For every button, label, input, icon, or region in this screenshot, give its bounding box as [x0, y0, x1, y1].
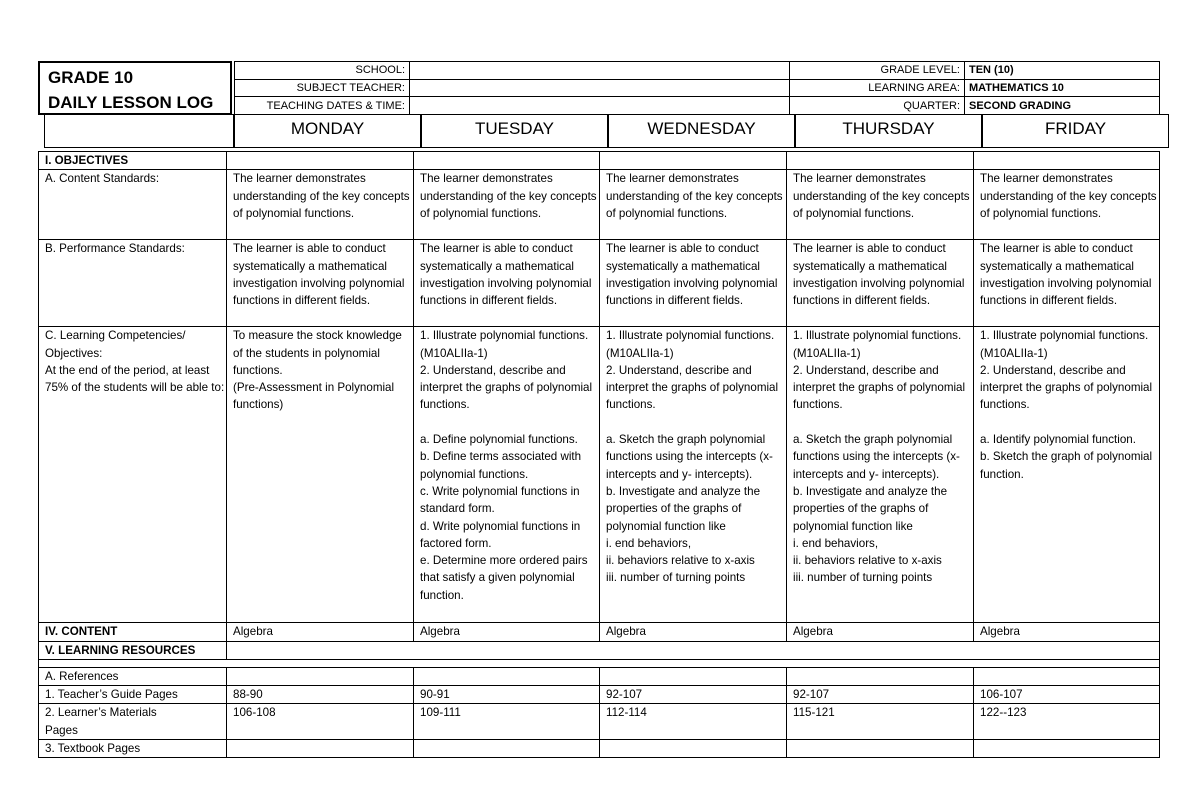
day-headers [44, 114, 1169, 148]
day-header-monday: MONDAY [234, 114, 421, 148]
references-label: A. References [39, 667, 227, 685]
objectives-row [39, 152, 1160, 170]
competencies-wednesday: 1. Illustrate polynomial functions. (M10ALIIa-1) 2. Understand, describe and interpret the graphs of polynomial functions. a. Sketch the graph polynomial functions using the intercepts (x-intercepts and y- intercepts). b. Investigate and analyze the properties of the graphs of polynomial function like i. end behaviors, ii. behaviors relative to x-axis iii. number of turning points [600, 327, 787, 623]
table-cell [600, 667, 787, 685]
learners-materials-wednesday: 112-114 [600, 704, 787, 740]
table-cell [227, 641, 1160, 659]
competencies-label: C. Learning Competencies/ Objectives: At the end of the period, at least 75% of the students will be able to: [39, 327, 227, 623]
learners-materials-friday: 122--123 [974, 704, 1160, 740]
table-cell [787, 740, 974, 758]
table-cell [414, 152, 600, 170]
learners-materials-monday: 106-108 [227, 704, 414, 740]
content-standards-label: A. Content Standards: [39, 170, 227, 240]
table-cell [787, 152, 974, 170]
school-field[interactable] [410, 62, 790, 80]
learners-materials-thursday: 115-121 [787, 704, 974, 740]
day-header-blank [44, 114, 234, 148]
content-friday: Algebra [974, 623, 1160, 641]
table-cell [39, 659, 1160, 667]
content-heading: IV. CONTENT [39, 623, 227, 641]
table-cell [974, 667, 1160, 685]
learning-area-value: MATHEMATICS 10 [965, 79, 1160, 97]
content-row [39, 623, 1160, 641]
content-standards-tuesday: The learner demonstrates understanding of the key concepts of polynomial functions. [414, 170, 600, 240]
performance-standards-tuesday: The learner is able to conduct systematically a mathematical investigation involving polynomial functions in different fields. [414, 240, 600, 327]
teachers-guide-wednesday: 92-107 [600, 686, 787, 704]
textbook-label: 3. Textbook Pages [39, 740, 227, 758]
table-cell [414, 667, 600, 685]
performance-standards-wednesday: The learner is able to conduct systematically a mathematical investigation involving polynomial functions in different fields. [600, 240, 787, 327]
subject-teacher-field[interactable] [410, 79, 790, 97]
content-wednesday: Algebra [600, 623, 787, 641]
learners-materials-row [39, 704, 1160, 740]
content-standards-wednesday: The learner demonstrates understanding of the key concepts of polynomial functions. [600, 170, 787, 240]
performance-standards-label: B. Performance Standards: [39, 240, 227, 327]
table-cell [414, 740, 600, 758]
competencies-thursday: 1. Illustrate polynomial functions. (M10ALIIa-1) 2. Understand, describe and interpret the graphs of polynomial functions. a. Sketch the graph polynomial functions using the intercepts (x-intercepts and y- intercepts). b. Investigate and analyze the properties of the graphs of polynomial function like i. end behaviors, ii. behaviors relative to x-axis iii. number of turning points [787, 327, 974, 623]
content-thursday: Algebra [787, 623, 974, 641]
teachers-guide-thursday: 92-107 [787, 686, 974, 704]
learning-resources-row [39, 641, 1160, 659]
textbook-row [39, 740, 1160, 758]
learning-resources-heading: V. LEARNING RESOURCES [39, 641, 227, 659]
day-header-wednesday: WEDNESDAY [608, 114, 795, 148]
references-row [39, 667, 1160, 685]
table-cell [974, 152, 1160, 170]
performance-standards-row [39, 240, 1160, 327]
quarter-label: QUARTER: [790, 97, 965, 115]
teachers-guide-monday: 88-90 [227, 686, 414, 704]
learners-materials-label: 2. Learner’s Materials Pages [39, 704, 227, 740]
grade-title: GRADE 10 [48, 68, 134, 87]
teaching-dates-label: TEACHING DATES & TIME: [235, 97, 410, 115]
day-header-thursday: THURSDAY [795, 114, 982, 148]
objectives-heading: I. OBJECTIVES [39, 152, 227, 170]
content-standards-thursday: The learner demonstrates understanding of the key concepts of polynomial functions. [787, 170, 974, 240]
grade-level-label: GRADE LEVEL: [790, 62, 965, 80]
teachers-guide-friday: 106-107 [974, 686, 1160, 704]
content-standards-monday: The learner demonstrates understanding of the key concepts of polynomial functions. [227, 170, 414, 240]
learners-materials-tuesday: 109-111 [414, 704, 600, 740]
quarter-value: SECOND GRADING [965, 97, 1160, 115]
competencies-friday: 1. Illustrate polynomial functions. (M10ALIIa-1) 2. Understand, describe and interpret the graphs of polynomial functions. a. Identify polynomial function. b. Sketch the graph of polynomial function. [974, 327, 1160, 623]
school-label: SCHOOL: [235, 62, 410, 80]
table-cell [600, 740, 787, 758]
content-standards-row [39, 170, 1160, 240]
competencies-row [39, 327, 1160, 623]
table-cell [227, 667, 414, 685]
lesson-log-table [38, 151, 1160, 758]
grade-level-value: TEN (10) [965, 62, 1160, 80]
content-standards-friday: The learner demonstrates understanding of the key concepts of polynomial functions. [974, 170, 1160, 240]
table-cell [227, 152, 414, 170]
title-box [38, 61, 232, 115]
table-cell [974, 740, 1160, 758]
table-cell [227, 740, 414, 758]
subject-teacher-label: SUBJECT TEACHER: [235, 79, 410, 97]
performance-standards-thursday: The learner is able to conduct systematically a mathematical investigation involving polynomial functions in different fields. [787, 240, 974, 327]
log-title: DAILY LESSON LOG [48, 93, 214, 112]
lesson-log-header [38, 61, 1159, 115]
content-tuesday: Algebra [414, 623, 600, 641]
content-monday: Algebra [227, 623, 414, 641]
table-cell [787, 667, 974, 685]
performance-standards-friday: The learner is able to conduct systematically a mathematical investigation involving polynomial functions in different fields. [974, 240, 1160, 327]
performance-standards-monday: The learner is able to conduct systematically a mathematical investigation involving polynomial functions in different fields. [227, 240, 414, 327]
teachers-guide-tuesday: 90-91 [414, 686, 600, 704]
teachers-guide-row [39, 686, 1160, 704]
day-header-friday: FRIDAY [982, 114, 1169, 148]
learning-area-label: LEARNING AREA: [790, 79, 965, 97]
spacer-row [39, 659, 1160, 667]
header-info-table [234, 61, 1160, 115]
day-header-tuesday: TUESDAY [421, 114, 608, 148]
competencies-tuesday: 1. Illustrate polynomial functions. (M10ALIIa-1) 2. Understand, describe and interpret the graphs of polynomial functions. a. Define polynomial functions. b. Define terms associated with polynomial functions. c. Write polynomial functions in standard form. d. Write polynomial functions in factored form. e. Determine more ordered pairs that satisfy a given polynomial function. [414, 327, 600, 623]
teaching-dates-field[interactable] [410, 97, 790, 115]
table-cell [600, 152, 787, 170]
competencies-monday: To measure the stock knowledge of the students in polynomial functions. (Pre-Assessment in Polynomial functions) [227, 327, 414, 623]
teachers-guide-label: 1. Teacher’s Guide Pages [39, 686, 227, 704]
